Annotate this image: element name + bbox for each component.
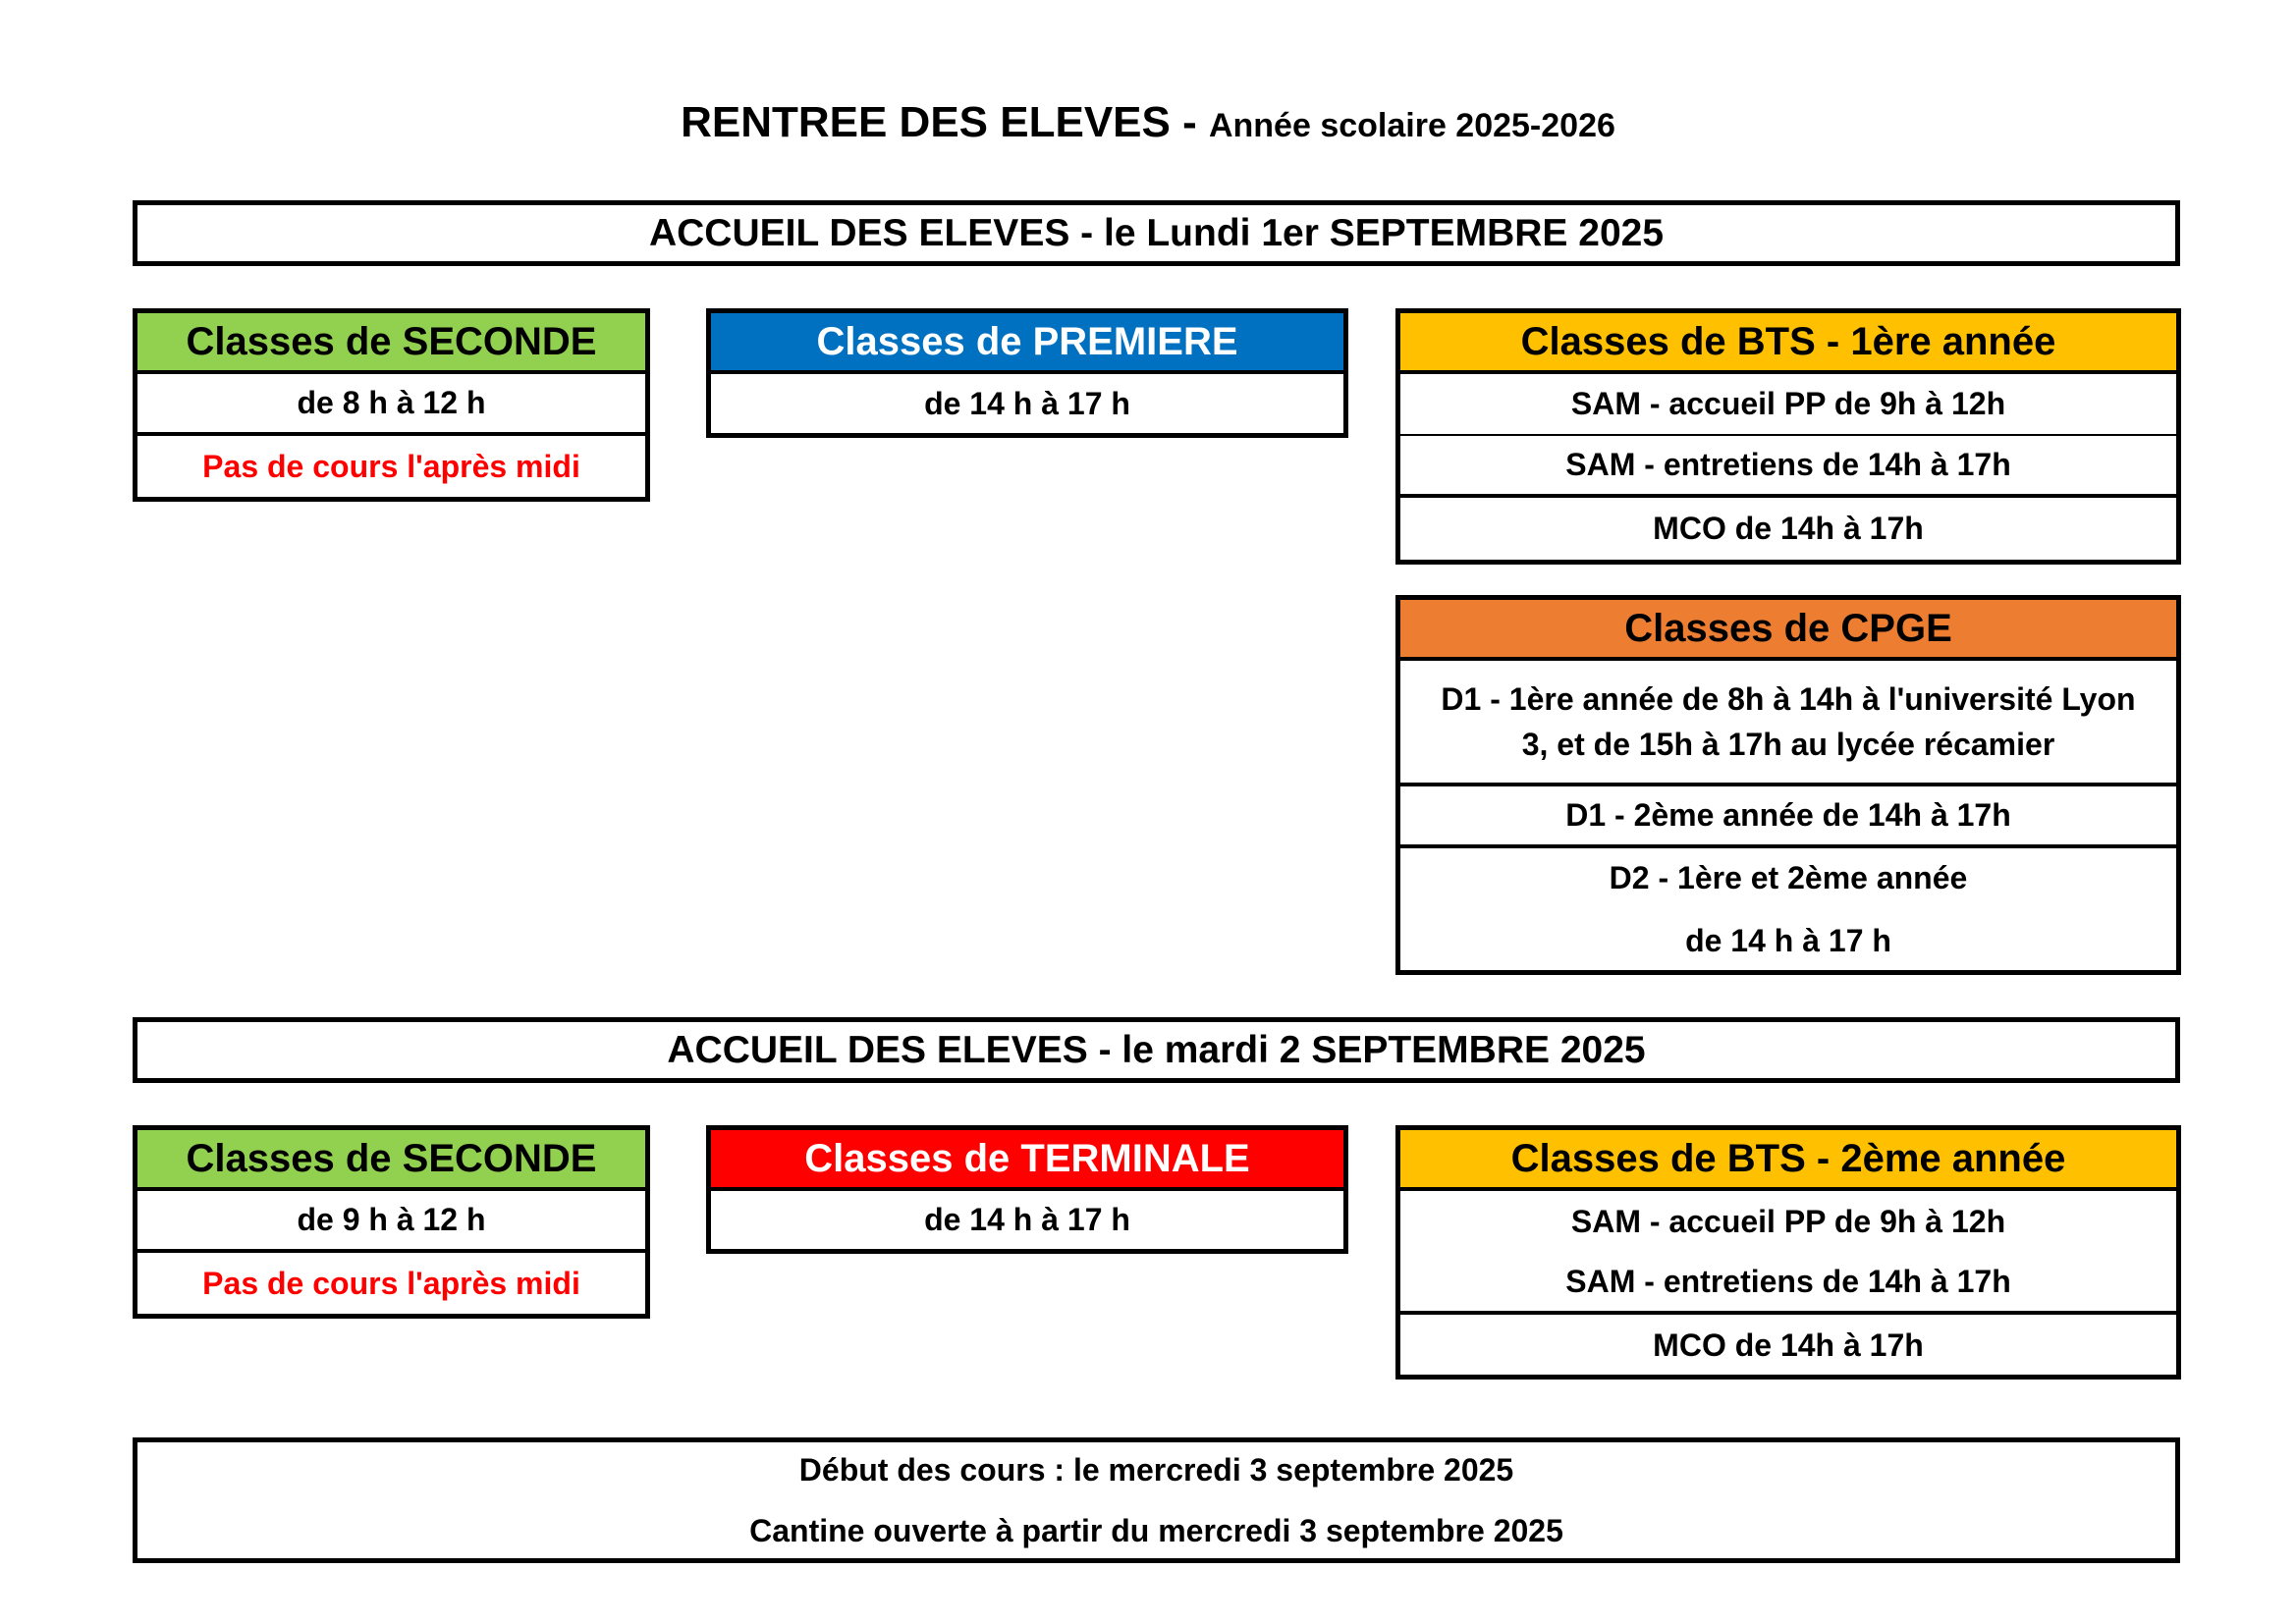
day1-bts-header: Classes de BTS - 1ère année — [1400, 313, 2176, 374]
day1-seconde-header: Classes de SECONDE — [137, 313, 645, 374]
footer-box — [133, 1437, 2180, 1563]
day1-cpge-d1-first — [1400, 661, 2176, 786]
footer-line2: Cantine ouverte à partir du mercredi 3 septembre 2025 — [749, 1513, 1563, 1548]
cpge-d2-line2: de 14 h à 17 h — [1685, 923, 1891, 958]
day2-seconde-note: Pas de cours l'après midi — [202, 1265, 580, 1301]
day1-bts-row: MCO de 14h à 17h — [1653, 511, 1924, 546]
day1-bts-row: SAM - accueil PP de 9h à 12h — [1400, 374, 2176, 436]
footer-line1: Début des cours : le mercredi 3 septembre 2025 — [798, 1452, 1514, 1488]
day2-banner: ACCUEIL DES ELEVES - le mardi 2 SEPTEMBRE 2025 — [133, 1017, 2180, 1083]
cpge-d1-first-line2: 3, et de 15h à 17h au lycée récamier — [1521, 727, 2055, 762]
cpge-d1-first-line1: D1 - 1ère année de 8h à 14h à l'université Lyon — [1441, 681, 2136, 717]
day2-seconde-block — [133, 1125, 650, 1319]
day2-bts-block — [1395, 1125, 2181, 1380]
day1-cpge-block — [1395, 595, 2181, 975]
page-title — [0, 98, 2296, 147]
day1-premiere-block — [706, 308, 1348, 438]
day2-bts-row: SAM - accueil PP de 9h à 12h — [1570, 1204, 2006, 1239]
day2-bts-row: SAM - entretiens de 14h à 17h — [1400, 1253, 2176, 1315]
day2-bts-header: Classes de BTS - 2ème année — [1400, 1130, 2176, 1191]
title-main: RENTREE DES ELEVES - — [681, 98, 1209, 146]
day1-cpge-d1-second: D1 - 2ème année de 14h à 17h — [1400, 786, 2176, 848]
title-sub: Année scolaire 2025-2026 — [1208, 107, 1615, 144]
day2-terminale-header: Classes de TERMINALE — [711, 1130, 1343, 1191]
day1-banner: ACCUEIL DES ELEVES - le Lundi 1er SEPTEMBRE 2025 — [133, 200, 2180, 266]
day1-seconde-block — [133, 308, 650, 502]
day2-bts-row: MCO de 14h à 17h — [1653, 1326, 1924, 1363]
day1-bts-block — [1395, 308, 2181, 565]
day1-cpge-header: Classes de CPGE — [1400, 600, 2176, 661]
day1-seconde-note: Pas de cours l'après midi — [202, 448, 580, 484]
day2-seconde-header: Classes de SECONDE — [137, 1130, 645, 1191]
day2-terminale-time: de 14 h à 17 h — [924, 1202, 1130, 1237]
day1-cpge-d2 — [1400, 848, 2176, 970]
day1-seconde-time: de 8 h à 12 h — [137, 374, 645, 436]
cpge-d2-line1: D2 - 1ère et 2ème année — [1609, 860, 1968, 895]
day1-bts-row: SAM - entretiens de 14h à 17h — [1400, 436, 2176, 498]
day2-seconde-time: de 9 h à 12 h — [137, 1191, 645, 1253]
day1-premiere-time: de 14 h à 17 h — [924, 385, 1130, 421]
day2-terminale-block — [706, 1125, 1348, 1254]
day1-premiere-header: Classes de PREMIERE — [711, 313, 1343, 374]
